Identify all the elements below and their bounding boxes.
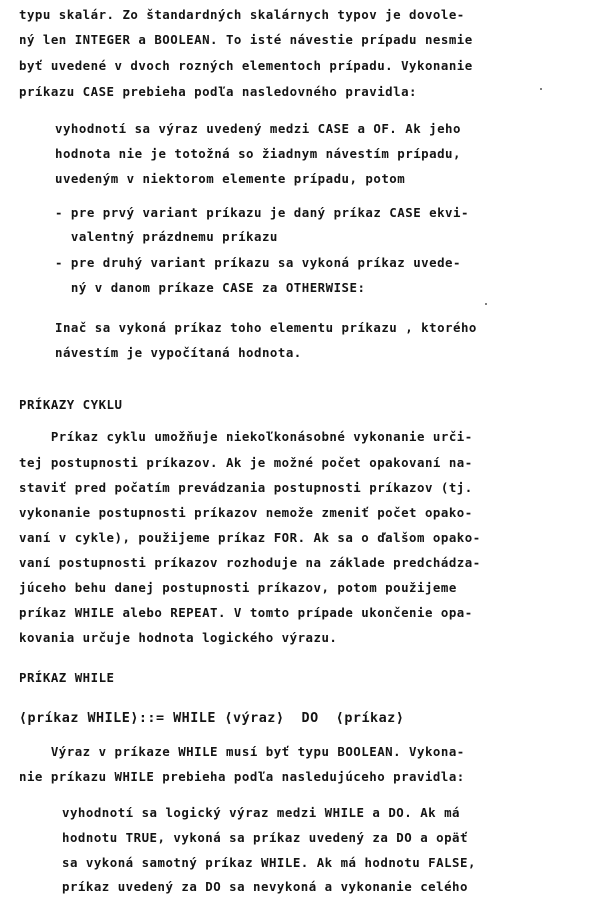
scan-speck bbox=[540, 88, 542, 90]
paragraph-line: vaní v cykle), použijeme príkaz FOR. Ak sa o ďalšom opako- bbox=[19, 530, 481, 545]
rule-line: uvedeným v niektorom elemente prípadu, potom bbox=[55, 171, 406, 186]
section-heading: PRÍKAZY CYKLU bbox=[19, 397, 123, 412]
paragraph-line: Výraz v príkaze WHILE musí byť typu BOOLEAN. Vykona- bbox=[19, 744, 465, 759]
rule-item-line: valentný prázdnemu príkazu bbox=[55, 229, 278, 244]
rule-item-line: ný v danom príkaze CASE za OTHERWISE: bbox=[55, 280, 366, 295]
paragraph-line: ný len INTEGER a BOOLEAN. To isté návestie prípadu nesmie bbox=[19, 32, 473, 47]
paragraph-line: staviť pred počatím prevádzania postupnosti príkazov (tj. bbox=[19, 480, 473, 495]
scan-speck bbox=[485, 303, 487, 305]
rule-line: vyhodnotí sa logický výraz medzi WHILE a DO. Ak má bbox=[62, 805, 460, 820]
paragraph-line: júceho behu danej postupnosti príkazov, potom použijeme bbox=[19, 580, 457, 595]
section-heading: PRÍKAZ WHILE bbox=[19, 670, 115, 685]
syntax-rule: ⟨príkaz WHILE⟩::= WHILE ⟨výraz⟩ DO ⟨príkaz⟩ bbox=[19, 711, 405, 726]
paragraph-line: nie príkazu WHILE prebieha podľa nasledujúceho pravidla: bbox=[19, 769, 465, 784]
rule-line: hodnota nie je totožná so žiadnym návestím prípadu, bbox=[55, 146, 461, 161]
rule-else-line: návestím je vypočítaná hodnota. bbox=[55, 345, 302, 360]
rule-line: sa vykoná samotný príkaz WHILE. Ak má hodnotu FALSE, bbox=[62, 855, 476, 870]
paragraph-line: príkaz WHILE alebo REPEAT. V tomto prípade ukončenie opa- bbox=[19, 605, 473, 620]
paragraph-line: Príkaz cyklu umožňuje niekoľkonásobné vykonanie urči- bbox=[19, 429, 473, 444]
paragraph-line: tej postupnosti príkazov. Ak je možné počet opakovaní na- bbox=[19, 455, 473, 470]
rule-item-line: - pre druhý variant príkazu sa vykoná príkaz uvede- bbox=[55, 255, 461, 270]
paragraph-line: typu skalár. Zo štandardných skalárnych typov je dovole- bbox=[19, 7, 465, 22]
paragraph-line: vaní postupnosti príkazov rozhoduje na základe predchádza- bbox=[19, 555, 481, 570]
paragraph-line: príkazu CASE prebieha podľa nasledovného pravidla: bbox=[19, 84, 417, 99]
rule-line: hodnotu TRUE, vykoná sa príkaz uvedený za DO a opäť bbox=[62, 830, 468, 845]
rule-item-line: - pre prvý variant príkazu je daný príkaz CASE ekvi- bbox=[55, 205, 469, 220]
rule-else-line: Inač sa vykoná príkaz toho elementu príkazu , ktorého bbox=[55, 320, 477, 335]
paragraph-line: vykonanie postupnosti príkazov nemože zmeniť počet opako- bbox=[19, 505, 473, 520]
paragraph-line: byť uvedené v dvoch rozných elementoch prípadu. Vykonanie bbox=[19, 58, 473, 73]
rule-line: príkaz uvedený za DO sa nevykoná a vykonanie celého bbox=[62, 879, 468, 894]
paragraph-line: kovania určuje hodnota logického výrazu. bbox=[19, 630, 338, 645]
rule-line: vyhodnotí sa výraz uvedený medzi CASE a OF. Ak jeho bbox=[55, 121, 461, 136]
